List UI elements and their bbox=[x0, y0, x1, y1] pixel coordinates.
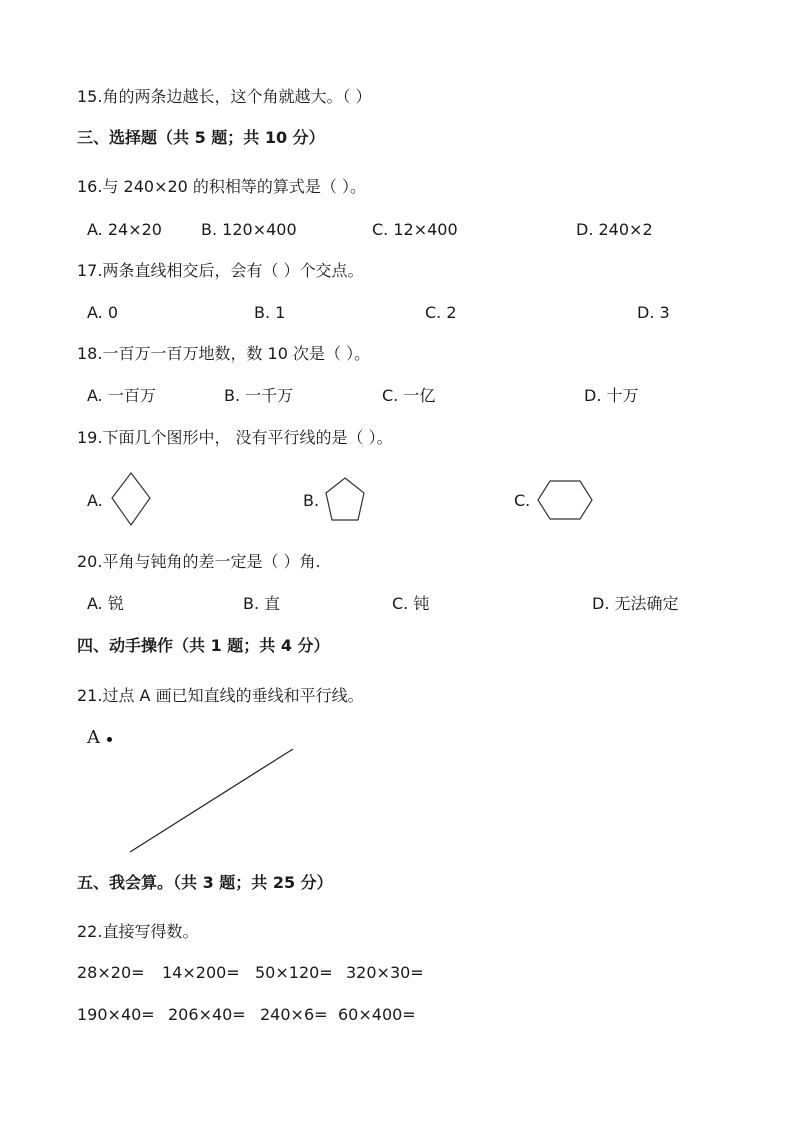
q20-option-b: B. 直 bbox=[243, 594, 281, 613]
question-15: 15.角的两条边越长，这个角就越大。（ ） bbox=[77, 87, 372, 106]
q19-option-b: B. bbox=[303, 491, 320, 510]
q16-option-c: C. 12×400 bbox=[372, 220, 458, 239]
q16-option-a: A. 24×20 bbox=[87, 220, 162, 239]
question-21-stem: 21.过点 A 画已知直线的垂线和平行线。 bbox=[77, 686, 364, 705]
q20-option-c: C. 钝 bbox=[392, 594, 430, 613]
calc-item: 320×30= bbox=[346, 963, 424, 982]
question-22-stem: 22.直接写得数。 bbox=[77, 922, 199, 941]
calc-item: 60×400= bbox=[338, 1005, 416, 1024]
q18-option-c: C. 一亿 bbox=[382, 386, 436, 405]
question-16-stem: 16.与 240×20 的积相等的算式是（ ）。 bbox=[77, 177, 367, 196]
q17-option-b: B. 1 bbox=[254, 303, 286, 322]
q17-option-d: D. 3 bbox=[637, 303, 670, 322]
question-18-stem: 18.一百万一百万地数，数 10 次是（ ）。 bbox=[77, 344, 371, 363]
question-20-stem: 20.平角与钝角的差一定是（ ）角. bbox=[77, 552, 321, 571]
calc-item: 190×40= bbox=[77, 1005, 155, 1024]
q20-option-d: D. 无法确定 bbox=[592, 594, 679, 613]
question-17-stem: 17.两条直线相交后，会有（ ）个交点。 bbox=[77, 261, 364, 280]
calc-item: 28×20= bbox=[77, 963, 145, 982]
point-a-label: A bbox=[87, 727, 100, 748]
q20-option-a: A. 锐 bbox=[87, 594, 124, 613]
q17-option-a: A. 0 bbox=[87, 303, 119, 322]
section-heading-5: 五、我会算。（共 3 题；共 25 分） bbox=[77, 873, 333, 892]
calc-item: 206×40= bbox=[168, 1005, 246, 1024]
q19-option-c: C. bbox=[514, 491, 531, 510]
calc-item: 240×6= bbox=[260, 1005, 328, 1024]
q18-option-b: B. 一千万 bbox=[224, 386, 294, 405]
q17-option-c: C. 2 bbox=[425, 303, 457, 322]
q18-option-a: A. 一百万 bbox=[87, 386, 156, 405]
calc-item: 14×200= bbox=[162, 963, 240, 982]
question-19-stem: 19.下面几个图形中， 没有平行线的是（ ）。 bbox=[77, 428, 393, 447]
q19-option-a: A. bbox=[87, 491, 103, 510]
q16-option-d: D. 240×2 bbox=[576, 220, 653, 239]
section-heading-4: 四、动手操作（共 1 题；共 4 分） bbox=[77, 636, 330, 655]
q18-option-d: D. 十万 bbox=[584, 386, 639, 405]
section-heading-3: 三、选择题（共 5 题；共 10 分） bbox=[77, 128, 325, 147]
q16-option-b: B. 120×400 bbox=[201, 220, 297, 239]
calc-item: 50×120= bbox=[255, 963, 333, 982]
